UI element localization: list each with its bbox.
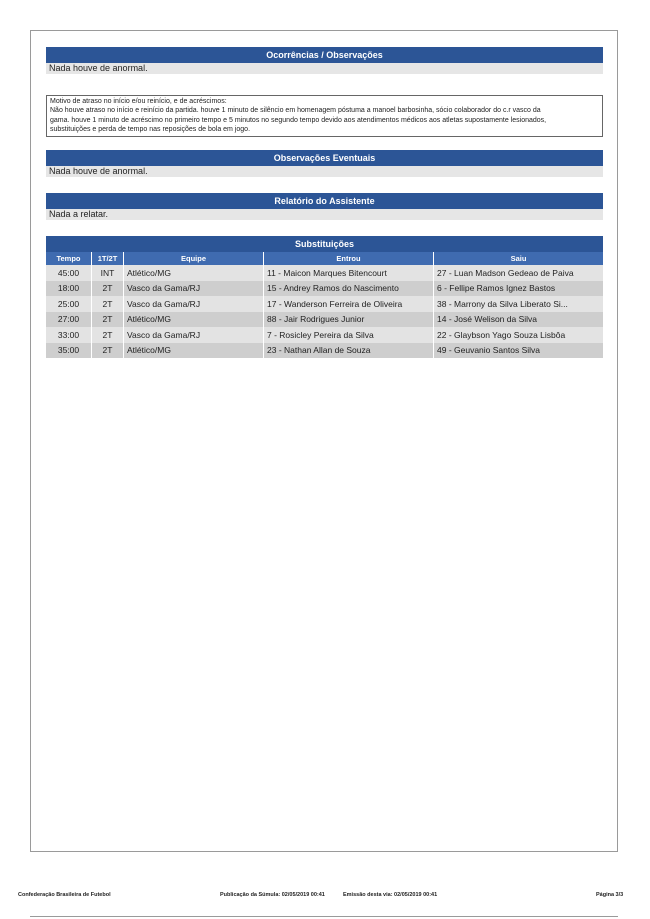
col-equipe: Equipe (124, 252, 263, 265)
substituicoes-title: Substituições (46, 236, 603, 252)
cell-periodo: 2T (92, 312, 123, 328)
cell-equipe: Vasco da Gama/RJ (124, 281, 263, 297)
table-row (46, 265, 603, 281)
cell-equipe: Atlético/MG (124, 343, 263, 359)
cell-tempo: 27:00 (46, 312, 91, 328)
cell-saiu: 6 - Fellipe Ramos Ignez Bastos (434, 281, 603, 297)
col-entrou: Entrou (264, 252, 433, 265)
cell-entrou: 88 - Jair Rodrigues Junior (264, 312, 433, 328)
substituicoes-section (46, 236, 603, 358)
cell-periodo: 2T (92, 343, 123, 359)
cell-periodo: 2T (92, 281, 123, 297)
cell-entrou: 7 - Rosicley Pereira da Silva (264, 327, 433, 343)
cell-tempo: 33:00 (46, 327, 91, 343)
col-periodo: 1T/2T (92, 252, 123, 265)
ocorrencias-title: Ocorrências / Observações (46, 47, 603, 63)
col-saiu: Saiu (434, 252, 603, 265)
col-tempo: Tempo (46, 252, 91, 265)
observacoes-title: Observações Eventuais (46, 150, 603, 166)
observacoes-text: Nada houve de anormal. (46, 166, 603, 177)
cell-equipe: Vasco da Gama/RJ (124, 296, 263, 312)
table-header-row (46, 252, 603, 265)
cell-entrou: 23 - Nathan Allan de Souza (264, 343, 433, 359)
cell-tempo: 45:00 (46, 265, 91, 281)
ocorrencias-section (46, 47, 603, 74)
cell-saiu: 38 - Marrony da Silva Liberato Si... (434, 296, 603, 312)
table-row (46, 327, 603, 343)
cell-entrou: 17 - Wanderson Ferreira de Oliveira (264, 296, 433, 312)
table-row (46, 296, 603, 312)
relatorio-title: Relatório do Assistente (46, 193, 603, 209)
table-row (46, 281, 603, 297)
ocorrencias-text: Nada houve de anormal. (46, 63, 603, 74)
footer-emissao: Emissão desta via: 02/05/2019 00:41 (343, 892, 438, 898)
footer-pagina: Página 3/3 (596, 892, 624, 898)
cell-periodo: 2T (92, 296, 123, 312)
cell-tempo: 35:00 (46, 343, 91, 359)
cell-periodo: 2T (92, 327, 123, 343)
cell-tempo: 18:00 (46, 281, 91, 297)
observacoes-section (46, 150, 603, 177)
motivo-line: Motivo de atraso no início e/ou reinício, e de acréscimos: (50, 98, 227, 105)
motivo-atraso-box (46, 95, 603, 137)
relatorio-text: Nada a relatar. (46, 209, 603, 220)
footer-org: Confederação Brasileira de Futebol (18, 892, 111, 898)
bottom-divider (30, 916, 618, 917)
motivo-line: Não houve atraso no início e reinício da partida. houve 1 minuto de silêncio em homenagem póstuma a manoel barbosinha, sócio colaborador do c.r vasco da (50, 107, 541, 115)
cell-periodo: INT (92, 265, 123, 281)
cell-equipe: Atlético/MG (124, 265, 263, 281)
cell-equipe: Atlético/MG (124, 312, 263, 328)
table-row (46, 343, 603, 359)
cell-saiu: 49 - Geuvanio Santos Silva (434, 343, 603, 359)
motivo-line: substituições e perda de tempo nas reposições de bola em jogo. (50, 125, 251, 133)
cell-saiu: 27 - Luan Madson Gedeao de Paiva (434, 265, 603, 281)
relatorio-section (46, 193, 603, 220)
cell-equipe: Vasco da Gama/RJ (124, 327, 263, 343)
substituicoes-table (45, 252, 604, 358)
cell-saiu: 22 - Glaybson Yago Souza Lisbôa (434, 327, 603, 343)
motivo-line: gama. houve 1 minuto de acréscimo no primeiro tempo e 5 minutos no segundo tempo devido aos atendimentos médicos aos atletas supostamente lesionados, (50, 116, 547, 124)
cell-entrou: 11 - Maicon Marques Bitencourt (264, 265, 433, 281)
table-row (46, 312, 603, 328)
cell-entrou: 15 - Andrey Ramos do Nascimento (264, 281, 433, 297)
cell-tempo: 25:00 (46, 296, 91, 312)
cell-saiu: 14 - José Welison da Silva (434, 312, 603, 328)
footer-publicacao: Publicação da Súmula: 02/05/2019 00:41 (220, 892, 325, 898)
